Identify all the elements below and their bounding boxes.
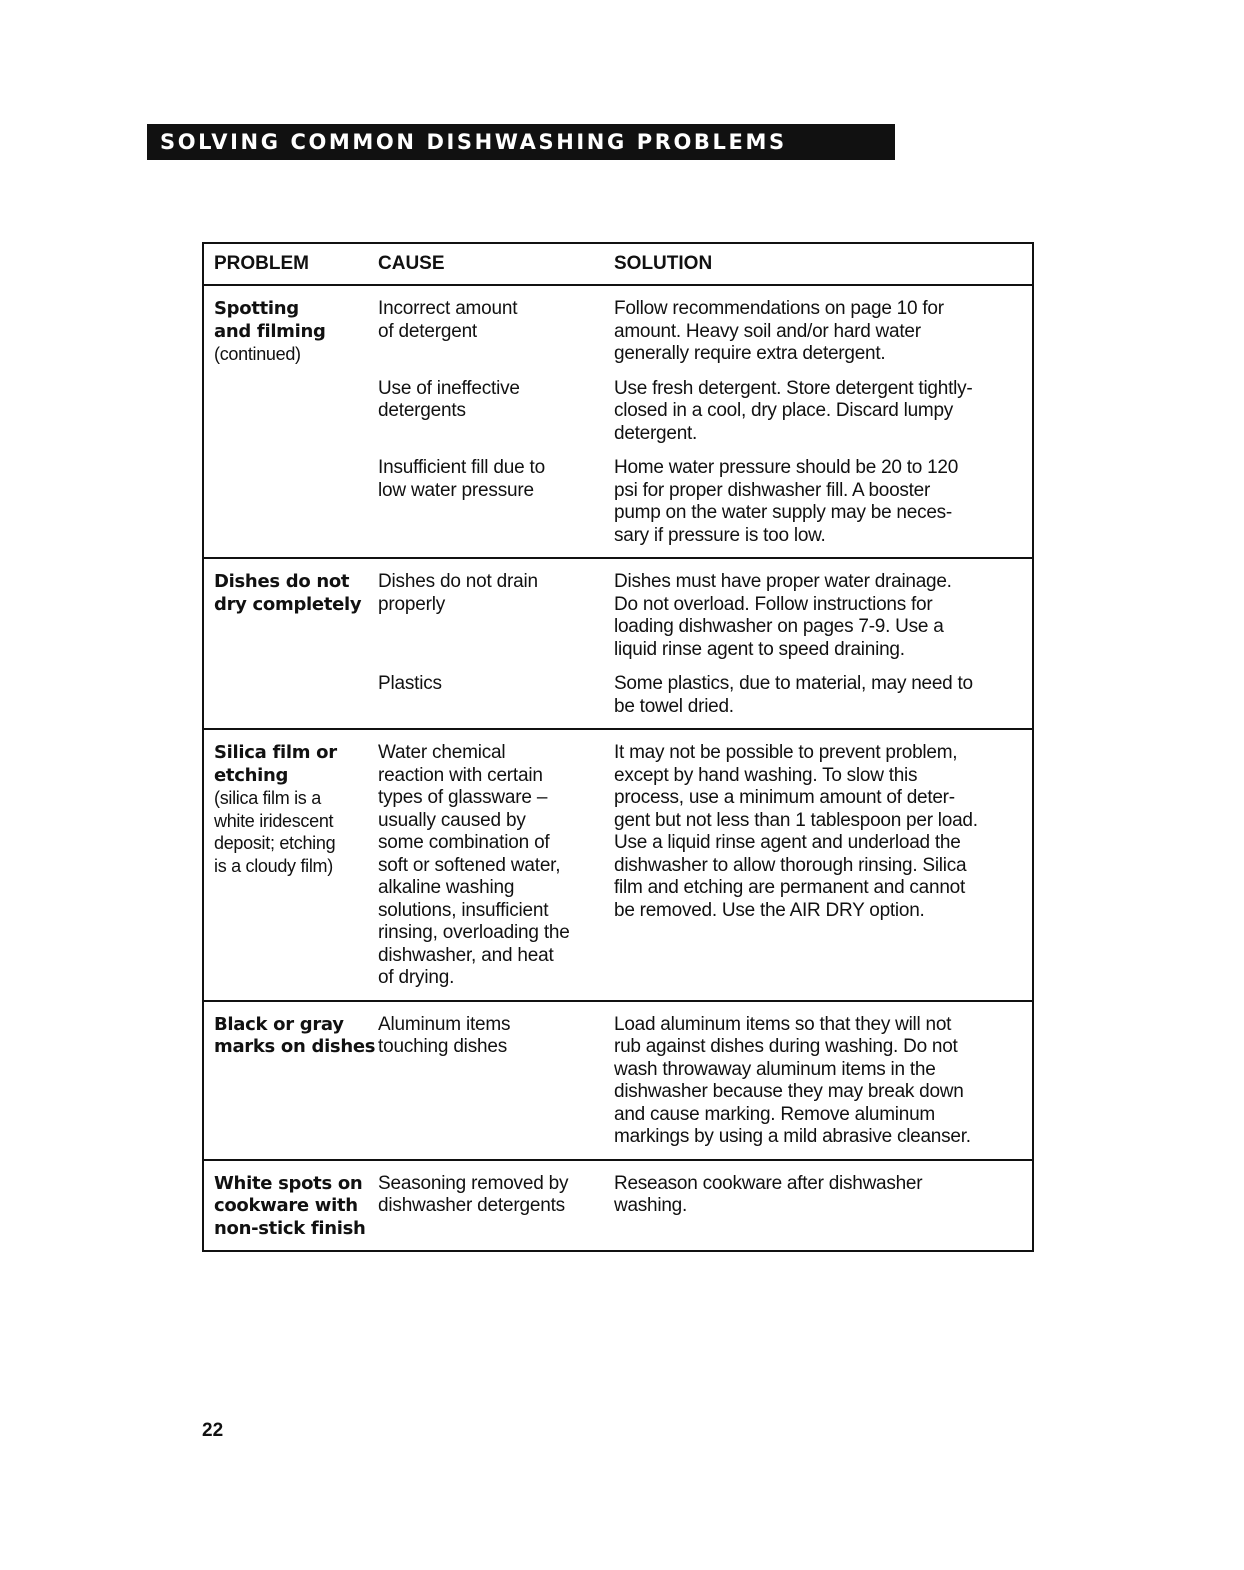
solution-cell: [614, 673, 1032, 718]
solution-line: detergent.: [614, 422, 698, 444]
cause-solution-group: [378, 571, 1032, 718]
cause-solution-pair: [378, 457, 1032, 547]
problem-note-line: is a cloudy film): [214, 855, 333, 876]
problem-section: [204, 559, 1032, 730]
cause-line: Plastics: [378, 673, 442, 694]
solution-line: Home water pressure should be 20 to 120: [614, 457, 959, 478]
solution-line: amount. Heavy soil and/or hard water: [614, 320, 921, 342]
cause-line: detergents: [378, 400, 466, 421]
problem-note-line: deposit; etching: [214, 833, 336, 853]
solution-line: loading dishwasher on pages 7-9. Use a: [614, 616, 944, 637]
cause-line: some combination of: [378, 832, 550, 853]
problem-section: [204, 1161, 1032, 1251]
troubleshooting-table: [202, 242, 1034, 1252]
cause-solution-pair: [378, 742, 1032, 990]
cause-line: of drying.: [378, 967, 455, 988]
cause-solution-group: [378, 742, 1032, 990]
solution-cell: [614, 1173, 1032, 1218]
solution-line: Load aluminum items so that they will not: [614, 1013, 952, 1035]
solution-cell: [614, 378, 1032, 446]
table-body: [204, 286, 1032, 1250]
solution-line: rub against dishes during washing. Do not: [614, 1036, 958, 1057]
cause-solution-pair: [378, 673, 1032, 718]
solution-line: washing.: [614, 1195, 687, 1216]
solution-cell: [614, 298, 1032, 366]
solution-line: film and etching are permanent and cannot: [614, 877, 965, 898]
cause-solution-group: [378, 1173, 1032, 1241]
cause-line: reaction with certain: [378, 764, 543, 786]
problem-cell: [204, 298, 378, 547]
column-header-cause: CAUSE: [378, 253, 445, 274]
problem-title-line: Black or gray: [214, 1013, 344, 1035]
solution-line: pump on the water supply may be neces-: [614, 502, 952, 523]
table-header-row: [204, 244, 1032, 286]
cause-solution-pair: [378, 1173, 1032, 1218]
cause-line: solutions, insufficient: [378, 899, 549, 921]
cause-line: Incorrect amount: [378, 298, 518, 319]
cause-cell: [378, 1014, 614, 1149]
solution-line: dishwasher to allow thorough rinsing. Silica: [614, 854, 967, 876]
problem-title-line: dry completely: [214, 593, 362, 615]
cause-line: Insufficient fill due to: [378, 457, 546, 478]
cause-line: soft or softened water,: [378, 854, 561, 876]
cause-solution-pair: [378, 571, 1032, 661]
cause-solution-group: [378, 1014, 1032, 1149]
problem-note-line: white iridescent: [214, 810, 334, 831]
solution-line: Reseason cookware after dishwasher: [614, 1172, 923, 1194]
cause-line: Aluminum items: [378, 1013, 511, 1035]
problem-cell: [204, 742, 378, 990]
cause-cell: [378, 378, 614, 446]
problem-note-line: (continued): [214, 344, 301, 364]
cause-line: Use of ineffective: [378, 377, 520, 399]
cause-line: dishwasher, and heat: [378, 944, 554, 966]
column-header-problem: PROBLEM: [214, 253, 309, 274]
solution-line: dishwasher because they may break down: [614, 1081, 964, 1102]
solution-line: Some plastics, due to material, may need to: [614, 673, 973, 694]
cause-cell: [378, 298, 614, 366]
cause-solution-pair: [378, 1014, 1032, 1149]
page-section-title: SOLVING COMMON DISHWASHING PROBLEMS: [147, 124, 895, 160]
cause-solution-pair: [378, 298, 1032, 366]
problem-title-line: Dishes do not: [214, 571, 350, 592]
problem-cell: [204, 1173, 378, 1241]
solution-line: Use fresh detergent. Store detergent tightly-: [614, 377, 973, 399]
problem-title-line: Spotting: [214, 298, 299, 319]
solution-line: sary if pressure is too low.: [614, 524, 826, 546]
solution-line: be removed. Use the AIR DRY option.: [614, 899, 925, 921]
cause-cell: [378, 571, 614, 661]
cause-cell: [378, 457, 614, 547]
solution-cell: [614, 742, 1032, 990]
solution-cell: [614, 457, 1032, 547]
cause-line: Seasoning removed by: [378, 1172, 569, 1194]
solution-line: Use a liquid rinse agent and underload the: [614, 832, 961, 853]
problem-title-line: cookware with: [214, 1195, 358, 1216]
problem-title-line: Silica film or: [214, 742, 337, 763]
solution-line: gent but not less than 1 tablespoon per load.: [614, 809, 978, 831]
solution-line: Dishes must have proper water drainage.: [614, 571, 952, 592]
cause-line: properly: [378, 593, 446, 615]
problem-section: [204, 730, 1032, 1002]
solution-cell: [614, 1014, 1032, 1149]
problem-section: [204, 286, 1032, 559]
problem-title-line: etching: [214, 764, 289, 786]
column-header-solution: SOLUTION: [614, 253, 713, 274]
solution-line: and cause marking. Remove aluminum: [614, 1103, 935, 1125]
cause-line: low water pressure: [378, 479, 534, 501]
cause-line: dishwasher detergents: [378, 1195, 565, 1216]
cause-line: rinsing, overloading the: [378, 922, 570, 943]
solution-line: Follow recommendations on page 10 for: [614, 298, 944, 319]
cause-line: alkaline washing: [378, 877, 515, 898]
solution-line: process, use a minimum amount of deter-: [614, 787, 955, 808]
solution-line: It may not be possible to prevent problem,: [614, 742, 958, 763]
cause-cell: [378, 1173, 614, 1218]
cause-line: Dishes do not drain: [378, 571, 538, 592]
solution-line: wash throwaway aluminum items in the: [614, 1058, 936, 1080]
solution-line: closed in a cool, dry place. Discard lumpy: [614, 400, 954, 421]
problem-title-line: and filming: [214, 320, 326, 342]
problem-note-line: (silica film is a: [214, 788, 321, 808]
problem-cell: [204, 571, 378, 718]
cause-solution-group: [378, 298, 1032, 547]
cause-line: usually caused by: [378, 809, 526, 831]
solution-line: psi for proper dishwasher fill. A booster: [614, 479, 931, 501]
cause-solution-pair: [378, 378, 1032, 446]
solution-line: be towel dried.: [614, 695, 734, 717]
solution-line: liquid rinse agent to speed draining.: [614, 638, 905, 660]
problem-section: [204, 1002, 1032, 1161]
cause-line: types of glassware –: [378, 787, 548, 808]
solution-line: markings by using a mild abrasive cleanser.: [614, 1126, 971, 1147]
cause-cell: [378, 742, 614, 990]
cause-line: Water chemical: [378, 742, 506, 763]
solution-cell: [614, 571, 1032, 661]
page-number: 22: [202, 1420, 224, 1441]
solution-line: generally require extra detergent.: [614, 343, 886, 364]
problem-cell: [204, 1014, 378, 1149]
cause-cell: [378, 673, 614, 718]
solution-line: except by hand washing. To slow this: [614, 764, 918, 786]
problem-title-line: non-stick finish: [214, 1217, 366, 1239]
solution-line: Do not overload. Follow instructions for: [614, 593, 933, 615]
problem-title-line: marks on dishes: [214, 1036, 376, 1057]
problem-title-line: White spots on: [214, 1172, 363, 1194]
cause-line: touching dishes: [378, 1036, 508, 1057]
cause-line: of detergent: [378, 320, 478, 342]
